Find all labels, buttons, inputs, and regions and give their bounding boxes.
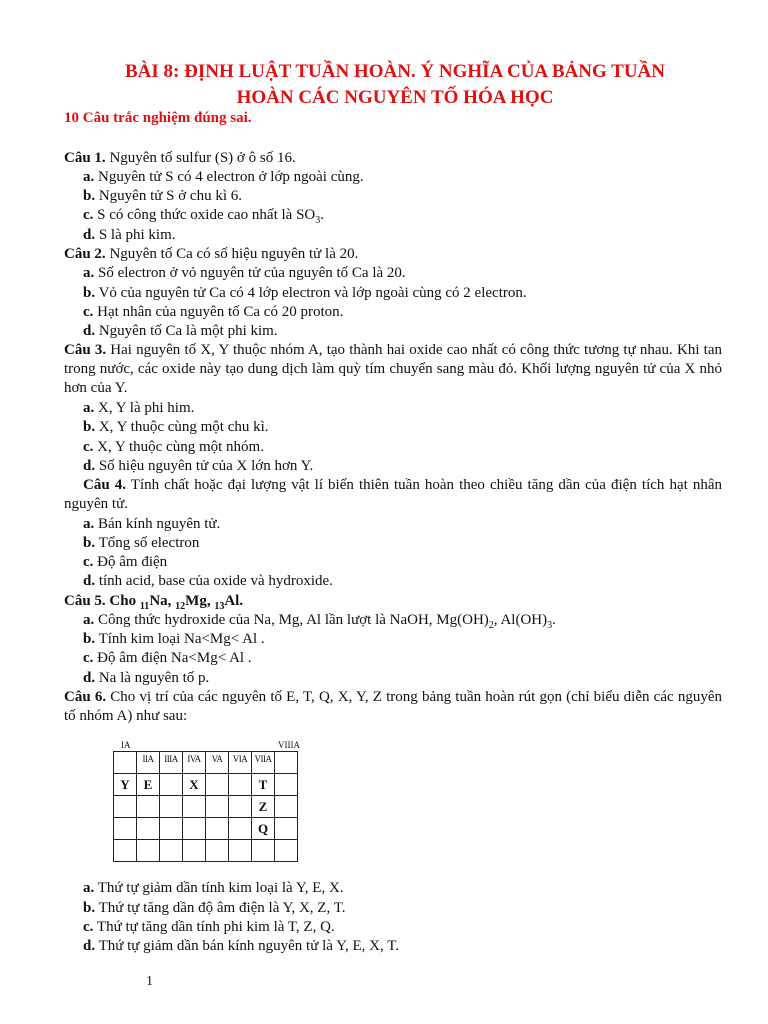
- table-cell: [160, 774, 183, 796]
- question-6-text: Cho vị trí của các nguyên tố E, T, Q, X, Y, Z trong bảng tuần hoàn rút gọn (chỉ biểu diễn các nguyên tố nhóm A) như sau:: [64, 689, 722, 724]
- option-text: Nguyên tố Ca là một phi kim.: [98, 323, 278, 339]
- q2-option-c: [83, 303, 343, 322]
- option-text: Thứ tự giảm dần tính kim loại là Y, E, X.: [97, 880, 344, 896]
- atomic-number: 12: [175, 601, 186, 612]
- title-line-2: HOÀN CÁC NGUYÊN TỐ HÓA HỌC: [236, 87, 554, 108]
- element-symbol: Al.: [224, 593, 244, 609]
- q1-option-d: [83, 226, 176, 245]
- table-cell: [114, 818, 137, 840]
- q2-option-d: [83, 322, 278, 341]
- option-letter: c.: [83, 304, 94, 320]
- title-line-1: BÀI 8: ĐỊNH LUẬT TUẦN HOÀN. Ý NGHĨA CỦA BẢNG TUẦN: [125, 61, 665, 82]
- option-text: Vỏ của nguyên tử Ca có 4 lớp electron và lớp ngoài cùng có 2 electron.: [98, 285, 527, 301]
- option-text: Tổng số electron: [98, 535, 200, 551]
- table-cell: Z: [252, 796, 275, 818]
- q6-option-a: [83, 879, 344, 898]
- option-text-mid: , Al(OH): [493, 612, 548, 628]
- table-cell: [229, 752, 252, 774]
- table-cell: [229, 774, 252, 796]
- question-3-label: Câu 3.: [64, 342, 107, 358]
- option-text: Nguyên tử S có 4 electron ở lớp ngoài cùng.: [98, 169, 364, 185]
- question-4-text: Tính chất hoặc đại lượng vật lí biến thiên tuần hoàn theo chiều tăng dần của điện tích hạt nhân nguyên tử.: [64, 477, 723, 512]
- q1-option-b: [83, 187, 242, 206]
- table-cell: [183, 840, 206, 862]
- option-letter: a.: [83, 612, 95, 628]
- q3-option-b: [83, 418, 269, 437]
- table-cell: [183, 752, 206, 774]
- option-text: Thứ tự giảm dần bán kính nguyên tử là Y, E, X, T.: [98, 938, 400, 954]
- group-label-viiia: VIIIA: [278, 740, 300, 750]
- question-3: [64, 341, 722, 398]
- q2-option-b: [83, 284, 527, 303]
- q5-option-b: [83, 630, 265, 649]
- question-5-label: Câu 5. Cho: [64, 593, 140, 609]
- table-cell: Y: [114, 774, 137, 796]
- table-cell: [183, 818, 206, 840]
- table-cell: [114, 840, 137, 862]
- question-2-label: Câu 2.: [64, 246, 106, 262]
- table-cell: [160, 796, 183, 818]
- option-text: Độ âm điện Na<Mg< Al .: [97, 650, 252, 666]
- table-cell: [252, 840, 275, 862]
- table-cell: [137, 752, 160, 774]
- q3-option-c: [83, 438, 264, 457]
- page-number: 1: [146, 974, 153, 989]
- group-label: VA: [211, 754, 223, 764]
- option-text: Thứ tự tăng dần độ âm điện là Y, X, Z, T.: [98, 900, 346, 916]
- option-letter: a.: [83, 169, 95, 185]
- table-cell: [206, 796, 229, 818]
- option-letter: d.: [83, 938, 96, 954]
- option-letter: b.: [83, 631, 96, 647]
- table-cell: [114, 796, 137, 818]
- option-letter: d.: [83, 458, 96, 474]
- option-text: Số electron ở vỏ nguyên tử của nguyên tố Ca là 20.: [98, 265, 406, 281]
- subscript: 2: [488, 620, 494, 631]
- table-cell: [275, 840, 298, 862]
- table-cell: [275, 752, 298, 774]
- question-4-label: Câu 4.: [83, 477, 126, 493]
- table-cell: Q: [252, 818, 275, 840]
- table-cell: [206, 840, 229, 862]
- atomic-number: 13: [214, 601, 225, 612]
- option-letter: d.: [83, 323, 96, 339]
- q6-option-c: [83, 918, 335, 937]
- table-cell: [229, 818, 252, 840]
- option-letter: b.: [83, 419, 96, 435]
- q6-option-b: [83, 899, 346, 918]
- q5-option-d: [83, 669, 209, 688]
- option-letter: c.: [83, 554, 94, 570]
- table-cell: T: [252, 774, 275, 796]
- table-cell: [206, 774, 229, 796]
- table-cell: [160, 752, 183, 774]
- option-text: Hạt nhân của nguyên tố Ca có 20 proton.: [97, 304, 344, 320]
- question-2-text: Nguyên tố Ca có số hiệu nguyên tử là 20.: [105, 246, 359, 262]
- table-cell: [275, 796, 298, 818]
- option-text-end: .: [320, 207, 325, 223]
- option-letter: d.: [83, 670, 96, 686]
- table-cell: [137, 840, 160, 862]
- option-letter: c.: [83, 650, 94, 666]
- question-6-label: Câu 6.: [64, 689, 107, 705]
- table-cell: [229, 840, 252, 862]
- option-letter: a.: [83, 516, 95, 532]
- option-text: X, Y là phi him.: [98, 400, 195, 416]
- element-symbol: Na,: [149, 593, 176, 609]
- subscript: 3: [315, 215, 321, 226]
- table-cell: [114, 752, 137, 774]
- table-cell: [275, 818, 298, 840]
- table-cell: X: [183, 774, 206, 796]
- table-cell: [229, 796, 252, 818]
- option-letter: b.: [83, 285, 96, 301]
- table-row: [114, 818, 298, 840]
- table-cell: [252, 752, 275, 774]
- table-cell: [275, 774, 298, 796]
- option-text-end: .: [552, 612, 556, 628]
- table-cell: E: [137, 774, 160, 796]
- table-cell: [160, 840, 183, 862]
- option-letter: c.: [83, 439, 94, 455]
- table-cell: [137, 796, 160, 818]
- option-text: Thứ tự tăng dần tính phi kim là T, Z, Q.: [96, 919, 335, 935]
- option-letter: d.: [83, 227, 96, 243]
- question-1-text: Nguyên tố sulfur (S) ở ô số 16.: [105, 150, 296, 166]
- option-text: Nguyên tử S ở chu kì 6.: [98, 188, 242, 204]
- quiz-subtitle: 10 Câu trắc nghiệm đúng sai.: [64, 110, 252, 126]
- question-1-label: Câu 1.: [64, 150, 106, 166]
- q2-option-a: [83, 264, 406, 283]
- table-row: [114, 840, 298, 862]
- option-letter: c.: [83, 919, 94, 935]
- option-letter: c.: [83, 207, 94, 223]
- group-label-ia: IA: [121, 740, 131, 750]
- atomic-number: 11: [139, 601, 150, 612]
- table-row: [114, 796, 298, 818]
- question-4: [64, 476, 722, 514]
- periodic-table: [113, 751, 298, 862]
- group-label: IIIA: [164, 754, 178, 764]
- option-text: Công thức hydroxide của Na, Mg, Al lần lượt là NaOH, Mg(OH): [98, 612, 489, 628]
- table-cell: [206, 752, 229, 774]
- q6-option-d: [83, 937, 399, 956]
- option-letter: b.: [83, 535, 96, 551]
- element-symbol: Mg,: [185, 593, 215, 609]
- group-label: IIA: [142, 754, 154, 764]
- option-letter: b.: [83, 900, 96, 916]
- option-text: Tính kim loại Na<Mg< Al .: [98, 631, 265, 647]
- question-6: [64, 688, 722, 726]
- q1-option-a: [83, 168, 364, 187]
- q4-option-a: [83, 515, 220, 534]
- option-text: tính acid, base của oxide và hydroxide.: [98, 573, 333, 589]
- table-cell: [183, 796, 206, 818]
- table-row: [114, 774, 298, 796]
- option-letter: d.: [83, 573, 96, 589]
- option-text: S có công thức oxide cao nhất là SO: [97, 207, 316, 223]
- group-label: VIA: [232, 754, 248, 764]
- table-cell: [160, 818, 183, 840]
- q4-option-b: [83, 534, 199, 553]
- lesson-title: [0, 59, 768, 111]
- option-text: X, Y thuộc cùng một chu kì.: [98, 419, 269, 435]
- q4-option-c: [83, 553, 167, 572]
- table-cell: [137, 818, 160, 840]
- option-text: S là phi kim.: [98, 227, 176, 243]
- option-letter: a.: [83, 880, 95, 896]
- q3-option-d: [83, 457, 313, 476]
- subscript: 3: [547, 620, 553, 631]
- q3-option-a: [83, 399, 194, 418]
- q4-option-d: [83, 572, 333, 591]
- question-1: [64, 149, 296, 168]
- question-3-text: Hai nguyên tố X, Y thuộc nhóm A, tạo thành hai oxide cao nhất có công thức tương tự nhau. Khi tan trong nước, các oxide này tạo dung dịch làm quỳ tím chuyển sang màu đỏ. Khối lượng nguyên tử của X nhỏ hơn của Y.: [64, 342, 722, 396]
- option-text: Số hiệu nguyên tử của X lớn hơn Y.: [98, 458, 314, 474]
- option-text: Na là nguyên tố p.: [98, 670, 210, 686]
- option-letter: a.: [83, 265, 95, 281]
- option-text: Độ âm điện: [97, 554, 168, 570]
- group-label: VIIA: [254, 754, 272, 764]
- q5-option-c: [83, 649, 252, 668]
- option-letter: a.: [83, 400, 95, 416]
- option-letter: b.: [83, 188, 96, 204]
- table-row: [114, 752, 298, 774]
- option-text: X, Y thuộc cùng một nhóm.: [97, 439, 264, 455]
- table-cell: [206, 818, 229, 840]
- question-2: [64, 245, 358, 264]
- group-label: IVA: [187, 754, 201, 764]
- option-text: Bán kính nguyên tử.: [98, 516, 221, 532]
